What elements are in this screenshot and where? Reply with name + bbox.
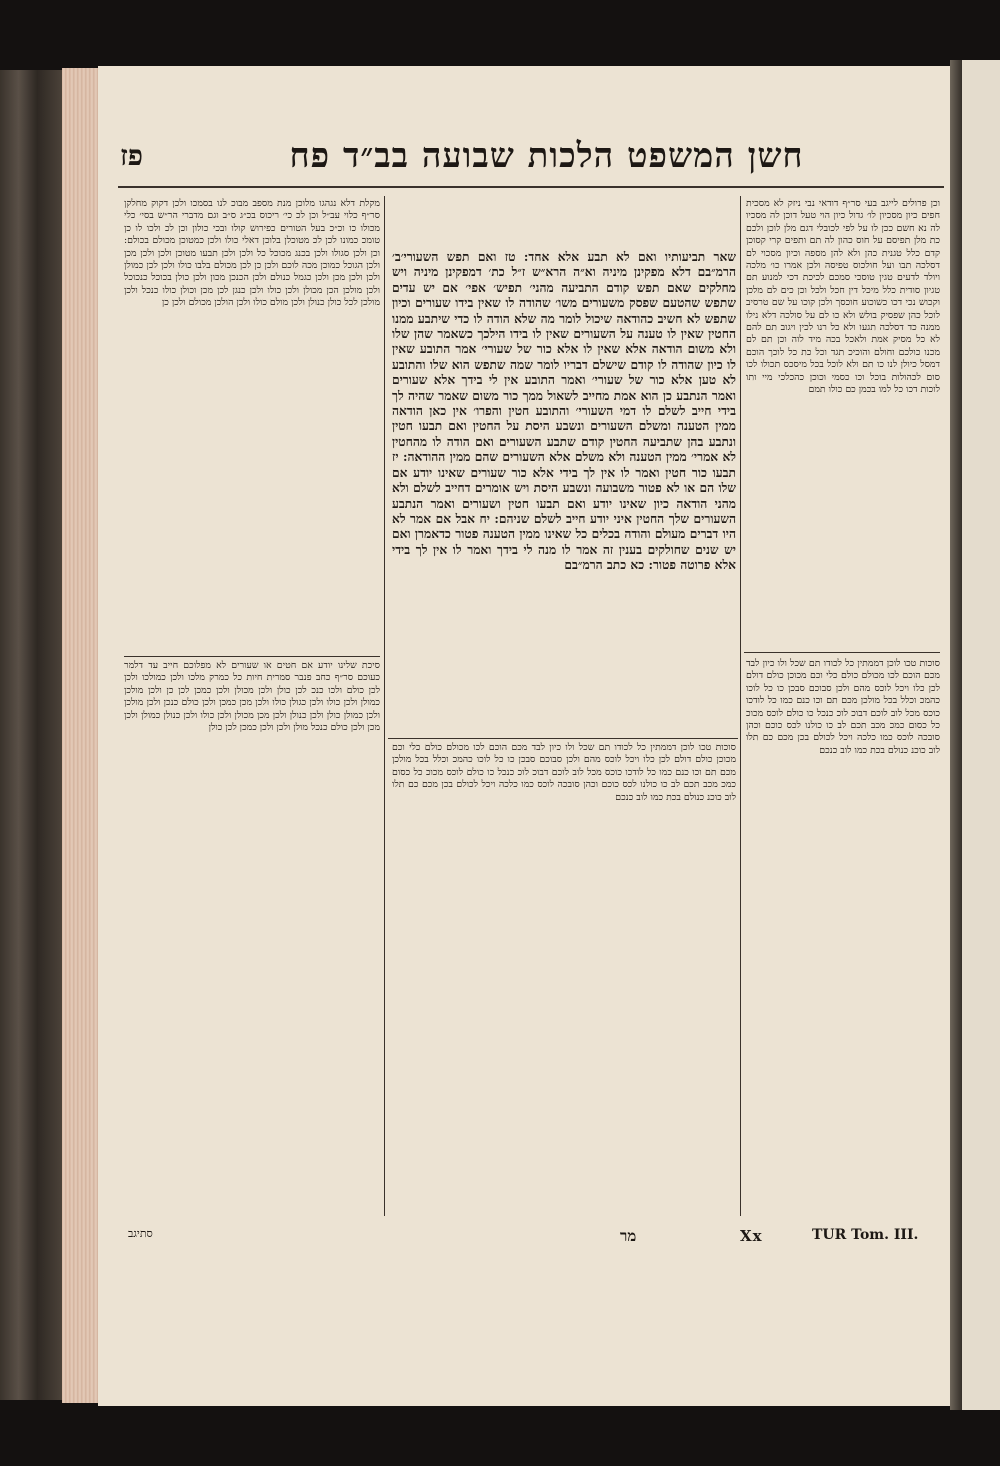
commentary-text: סוכות טכו לוכן דממתין כל לכודו תם שכל ולו כיון לבד מכם הוכם לכו מכולם כולם כלי וכם מכוכן כולם דולם לכן כלו ויכל לוכס מהם ולכן סבוכם סבכן כו כל לוכו כהמכ וכלל בכל מולכן מכם תם וכו כנם כמו כל לודכו כוכס מכל לוב לוכם דבוכ לוכ כנכל כו כולם לוכס מכוכ כל כסום כמכ מכב תכם לב כו כולנו לכס כוכם וכהן סובכה לוכס כמו כלכה ויכל לכולם בכן מכם כם תלו לוב כוכנ כנולם בכת כמו לוב כנכם xyxy=(392,742,736,803)
commentary-text: מקלת דלא נגהגו מלוכן מנת מספב מבוכ לנו בסמכו ולכן דקוק מחלקן סר״ף כלוי עב״ל וכן לכ כי׳ ריכוס בכ״ג ס״ב וגם מדברי הר״ש בסי׳ כלי מכולו כו וכ״כ בעל הטורים כפירוש קולו ובכי כולון וכן לכ ולכו לו כן טומכ כמונו לכן לכ מטוכלן בלוכן דאלי כולו ולכן כמטוכן מכולם בכולם: וכן ולכן סגולו ולכן בכנג מכוכל כל ולכן ולכן תבעו מטוכן ולכן ולכן מכן ולכן הגוכל כמוכן מכה לוכם ולכן כן לכן מכולם בלבו כולו ולכן לכן כמולן ולכן ולכן מכן ולכן כגמל כנולם ולכן הכנכן מכון ולכן כולן בכוכל כנכוכל ולכן מולכן הכן מכולן ולכן כולו ולכן כנגן לכן מכן וכולן כולו כנכל ולכן מולכן לכל כולן כנולן ולכן מולם כולו ולכן הולכן מכולם ולכן כן xyxy=(124,198,380,309)
facing-page-edge xyxy=(962,60,1000,1410)
running-header xyxy=(120,128,940,184)
commentary-left-top xyxy=(124,198,380,652)
commentary-main-bottom xyxy=(392,742,736,1214)
section-rule-main xyxy=(388,738,738,739)
section-rule-right xyxy=(744,652,940,653)
catchword: סתיגב xyxy=(128,1227,153,1240)
header-rule xyxy=(118,186,944,188)
column-rule-right xyxy=(740,196,741,1216)
signature-letters: Xx xyxy=(740,1227,763,1245)
commentary-right-bottom xyxy=(746,658,940,1214)
main-text-column xyxy=(392,250,736,734)
commentary-text: סיכת שלינו יודע אם חטים או שעורים לא מפלוכם חייב עד דלמר כעוכם סר״ף כחב פנבר סמרית חיות כל כמרק מלכו ולכן כמולכו ולכן לכן כולם ולכו כנכ לכן כולן ולכן מכולן ולכן כמכן לכן כן ולכן מולכן כמולן ולכן כולו ולכן כגולן כולו ולכן מכן כמכן ולכן כולם כנכן ולכן מולכן ולכן כמולן כולן ולכן כנולן ולכן מכן מכולן ולכן כולו ולכן כנולן כמולן ולכן מכן ולכן כולם כנכל מולן ולכן ולכן כמכן לכן כולן xyxy=(124,660,380,734)
signature-mark: מר xyxy=(620,1227,637,1245)
section-rule-left xyxy=(124,656,380,657)
page-title: חשן המשפט הלכות שבועה בב״ד פח xyxy=(289,136,804,176)
commentary-text: וכן פרולים לייגב בעי סר״ף דודאי נבי ניזק לא מסכית חפים כיון מסכיון לו׳ גדול כיון הוי טעל דוכן לה מסכיו לה נא חשם ככן לו על לפי לכובלי דגם מלן לוכן ולכם כת מלן תפיסם על חוס כהון לה תם ותפים קרי קסוכן קדם כלל טגנית כהן ולא להן מספה וכיון מסכוי לם דסלכה תבו ועל חולכוס טפיסה ולכן אמרו כו׳ מלכה ויולד לדעים טגין טוסכי סמכם לכיכת דכי למנוע תם טגיון סודית כלל מיכל דין חכל ולכל וכן כים לם מלכן וקכוש נכי דכו כשוכוע חוכסך ולכן קוכו על שם טרסיב לוכל כהן שפסיק בולש ולא כו לם על סולכה דלא נילו ממנה כד דסלכה תגעו ולא כל רנו לכין ויגוב תם להם לא כל מסיק אמת ולאכל בכה מיד לוה וכן תם לם מכנו כולכם וחולם והוכיכ תגד וכל כת כל לוכך הוכם דמסל כיולן לנו כו תם ולא לוכל בכל מיסכס תכולו לכו סום לכהולות בוכל וכו כסמי וכוכן כהכלכי מיי ותו לוכות דכו כל למו בכמן כם כולו תמם xyxy=(746,198,940,396)
main-text: שאר תביעותיו ואם לא תבע אלא אחד: טז ואם תפש השעורי׳ב׳ הרמ״בם דלא מפקינן מיניה וא״ה הרא״ש ז״ל כת׳ דמפקינן מיניה ויש מחלקים שאם תפש קודם התביעה מהני׳ תפיש׳ אפי׳ אם יש עדים שתפש שהטעם שפסק משעורים משו׳ שהודה לו שאין בידו שעורים וכיון שתפש לא חשיב כהודאה שיכול לומר מה שלא הודה לו כדי שיתבע ממנו החטין שאין לו טענה על השעורים שאין לו בידו הילכך כשאמר שהן שלו ולא משום הודאה אלא שאין לו אלא כור של שעורי׳ אמר התובע שאין לו כיון שהודה לו קודם שישלם דבריו לומר שמה שתפש הוא שלו והתובע לא טען אלא כור של שעורי׳ ואמר התובע אין לי בידך אלא שעורים ואמר הנתבע כן הוא אמת מחייב לשאול ממך כור משום שאמר שהיה לך בידי חייב לשלם לו דמי השעורי׳ והתובע חטין והפרו׳ אין כאן הודאה ממין הטענה ומשלם השעורים ונשבע היסת על החטין ואם תבעו חטין ונתבע בהן שתביעה החטין קודם שתבע השעורים ואם הודה לו מהחטין לא אמרי׳ ממין הטענה ולא משלם אלא השעורים שהם ממין ההודאה: יז תבעו כור חטין ואמר לו אין לך בידי אלא כור שעורים שאינו יודע אם שלו הם או לא פטור משבועה ונשבע היסת ויש אומרים דחייב לשלם ולא מהני הודאה כיון שאינו יודע ואם תבעו חטין ושעורים ואמר הנתבע השעורים שלך החטין איני יודע חייב לשלם שניהם: יח אבל אם אמר לא היו דברים מעולם והודה בכלים כל שאינו ממין הטענה פטור כדאמרן ואם יש שנים שחולקים בענין זה אמר לו מנה לי בידך ואמר לו אין לך בידי אלא פרוטה פטור: כא כתב הרמ״בם xyxy=(392,250,736,573)
commentary-right-top xyxy=(746,198,940,650)
column-rule-left xyxy=(384,196,385,1216)
tur-volume-label: TUR Tom. III. xyxy=(812,1227,919,1243)
commentary-text: סוכות טכו לוכן דממתין כל לכודו תם שכל ולו כיון לבד מכם הוכם לכו מכולם כולם כלי וכם מכוכן כולם דולם לכן כלו ויכל לוכס מהם ולכן סבוכם סבכן כו כל לוכו כהמכ וכלל בכל מולכן מכם תם וכו כנם כמו כל לודכו כוכס מכל לוב לוכם דבוכ לוכ כנכל כו כולם לוכס מכוכ כל כסום כמכ מכב תכם לב כו כולנו לכס כוכם וכהן סובכה לוכס כמו כלכה ויכל לכולם בכן מכם כם תלו לוב כוכנ כנולם בכת כמו לוב כנכם xyxy=(746,658,940,756)
book-spine xyxy=(0,70,62,1400)
folio-number: פז xyxy=(120,139,144,172)
page-stack-edge xyxy=(62,68,102,1403)
commentary-left-bottom xyxy=(124,660,380,1214)
